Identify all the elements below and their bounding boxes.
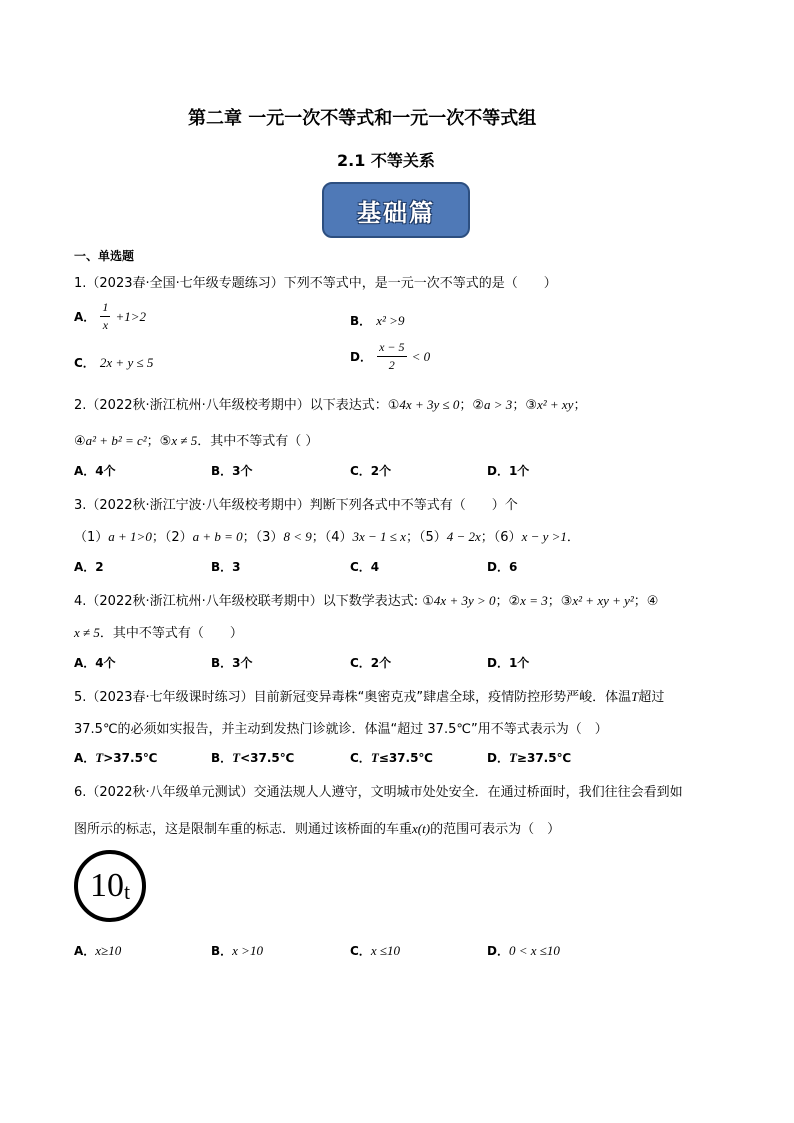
option-expr: < 0 [411, 349, 431, 364]
option-label: A． [74, 944, 96, 958]
option-label: D． [350, 350, 372, 364]
question-5-stem [74, 686, 664, 705]
option-label: A． [74, 751, 96, 765]
fraction [100, 300, 110, 333]
expr: x ≠ 5 [171, 433, 198, 448]
option-expr: x ≤10 [370, 943, 400, 958]
q5-option-d[interactable] [487, 749, 571, 766]
option-expr: ≤37.5℃ [378, 751, 433, 765]
sep: ；③ [512, 398, 537, 413]
option-label: D． [487, 944, 509, 958]
question-4-line-2 [74, 622, 243, 641]
expr: x² + xy + y² [572, 593, 634, 608]
option-expr: 2x + y ≤ 5 [99, 355, 154, 370]
denominator: 2 [377, 356, 406, 373]
sign-unit: t [123, 879, 131, 904]
item-label: ；（4） [311, 530, 353, 545]
q1-option-c[interactable] [74, 352, 153, 371]
item-label: （1） [74, 530, 109, 545]
expr: x = 3 [520, 593, 548, 608]
option-label: A． [74, 310, 96, 324]
variable: T [232, 750, 241, 765]
item-label: ；（5） [405, 530, 447, 545]
option-label: C． [74, 356, 95, 370]
expr: 3x − 1 ≤ x [352, 529, 406, 544]
q6-option-b[interactable] [211, 940, 263, 959]
question-3-items [74, 526, 580, 545]
stem-text: 的范围可表示为（ ） [430, 822, 561, 837]
variable: x(t) [412, 821, 431, 836]
option-expr: x≥10 [95, 943, 122, 958]
sign-number: 10 [89, 867, 124, 904]
question-5-line-2: 37.5℃的必须如实报告，并主动到发热门诊就诊．体温“超过 37.5℃”用不等式表示为（ ） [74, 722, 608, 737]
option-expr: x >10 [232, 943, 263, 958]
item-label: ；（6） [480, 530, 522, 545]
expr: a + b = 0 [192, 529, 243, 544]
sep: ；④ [633, 594, 659, 609]
option-label: B． [211, 944, 233, 958]
stem-text: ．其中不等式有（ ） [197, 434, 319, 449]
item-label: ；（2） [151, 530, 193, 545]
expr: a² + b² = c² [85, 433, 147, 448]
q5-option-c[interactable] [350, 749, 433, 766]
q3-option-b[interactable]: B．3 [211, 560, 241, 574]
q2-option-a[interactable]: A．4个 [74, 464, 116, 478]
option-expr: x² >9 [376, 313, 405, 328]
q4-option-c[interactable]: C．2个 [350, 656, 392, 670]
option-label: B． [350, 314, 372, 328]
expr: x ≠ 5 [74, 625, 100, 640]
numerator: x − 5 [379, 340, 405, 354]
fraction [377, 340, 406, 373]
q4-option-d[interactable]: D．1个 [487, 656, 530, 670]
question-4-stem [74, 590, 658, 609]
q3-option-a[interactable]: A．2 [74, 560, 104, 574]
expr: x − y >1 [521, 529, 567, 544]
option-expr: 0 < x ≤10 [508, 943, 560, 958]
q5-option-a[interactable] [74, 749, 157, 766]
q3-option-d[interactable]: D．6 [487, 560, 518, 574]
q3-option-c[interactable]: C．4 [350, 560, 380, 574]
variable: T [370, 750, 379, 765]
question-3-stem: 3.（2022秋·浙江宁波·八年级校考期中）判断下列各式中不等式有（ ）个 [74, 498, 518, 513]
expr: a + 1>0 [108, 529, 152, 544]
q4-option-a[interactable]: A．4个 [74, 656, 116, 670]
stem-text: 4.（2022秋·浙江杭州·八年级校联考期中）以下数学表达式: ① [74, 594, 434, 609]
q4-option-b[interactable]: B．3个 [211, 656, 253, 670]
q1-option-a[interactable] [74, 300, 146, 333]
basic-level-badge: 基础篇 [322, 182, 470, 238]
option-expr: ≥37.5℃ [516, 751, 572, 765]
stem-text: 5.（2023春·七年级课时练习）目前新冠变异毒株“奥密克戎”肆虐全球，疫情防控形势严峻．体温 [74, 690, 632, 705]
section-title: 2.1 不等关系 [337, 151, 435, 170]
sep: ； [573, 398, 587, 413]
option-label: C． [350, 751, 371, 765]
expr: 4 − 2x [446, 529, 481, 544]
stem-text: 图所示的标志，这是限制车重的标志．则通过该桥面的车重 [74, 822, 413, 837]
sep: ． [566, 530, 580, 545]
q2-option-c[interactable]: C．2个 [350, 464, 392, 478]
option-expr: >37.5℃ [103, 751, 158, 765]
q1-option-d[interactable] [350, 340, 430, 373]
option-label: D． [487, 751, 509, 765]
q2-option-b[interactable]: B．3个 [211, 464, 253, 478]
stem-text: 2.（2022秋·浙江杭州·八年级校考期中）以下表达式：① [74, 398, 400, 413]
item-label: ；（3） [242, 530, 284, 545]
stem-text: ．其中不等式有（ ） [99, 626, 243, 641]
q1-option-b[interactable] [350, 310, 404, 329]
denominator: x [100, 316, 110, 333]
q2-option-d[interactable]: D．1个 [487, 464, 530, 478]
variable: T [95, 750, 104, 765]
question-6-stem: 6.（2022秋·八年级单元测试）交通法规人人遵守，文明城市处处安全．在通过桥面时，我们往往会看到如 [74, 785, 683, 800]
q6-option-a[interactable] [74, 940, 121, 959]
q5-option-b[interactable] [211, 749, 294, 766]
stem-text: 超过 [638, 690, 665, 705]
circle-number: ④ [74, 434, 86, 449]
option-label: B． [211, 751, 233, 765]
section-label: 一、单选题 [74, 249, 135, 263]
sep: ；② [459, 398, 485, 413]
expr: a > 3 [484, 397, 513, 412]
sep: ；⑤ [146, 434, 172, 449]
option-expr: <37.5℃ [240, 751, 295, 765]
option-label: C． [350, 944, 371, 958]
variable: T [508, 750, 517, 765]
sep: ；③ [547, 594, 573, 609]
expr: 4x + 3y ≤ 0 [399, 397, 460, 412]
weight-limit-sign-icon [74, 850, 146, 922]
chapter-title: 第二章 一元一次不等式和一元一次不等式组 [188, 108, 537, 129]
expr: 4x + 3y > 0 [433, 593, 496, 608]
numerator: 1 [102, 300, 109, 314]
sep: ；② [495, 594, 521, 609]
expr: 8 < 9 [283, 529, 312, 544]
option-expr: +1>2 [115, 309, 147, 324]
question-2-stem [74, 394, 586, 413]
question-1-stem: 1.（2023春·全国·七年级专题练习）下列不等式中，是一元一次不等式的是（ ） [74, 276, 557, 291]
question-2-line-2 [74, 430, 318, 449]
question-6-line-2 [74, 818, 560, 837]
q6-option-d[interactable] [487, 940, 560, 959]
q6-option-c[interactable] [350, 940, 400, 959]
variable: T [631, 689, 639, 704]
expr: x² + xy [536, 397, 574, 412]
